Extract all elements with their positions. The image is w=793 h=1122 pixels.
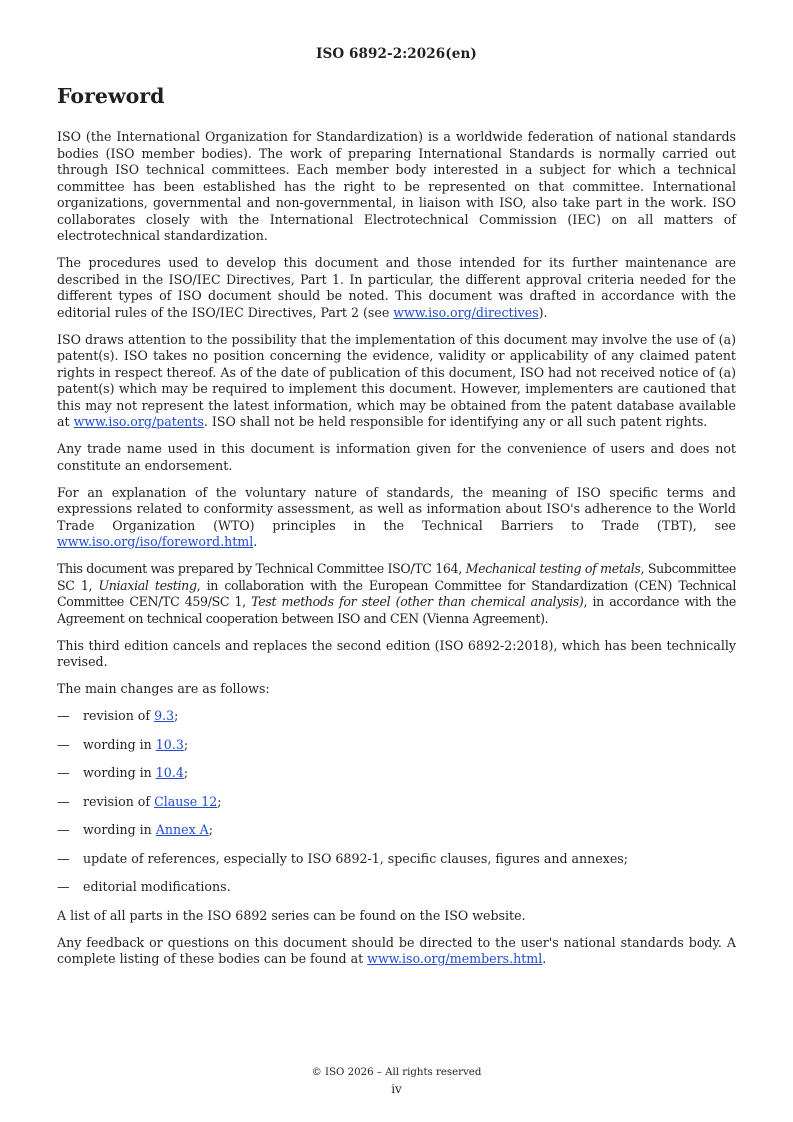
list-item: [57, 737, 736, 754]
list-item-text: editorial modifications.: [83, 879, 231, 894]
document-header: ISO 6892-2:2026(en): [316, 46, 477, 62]
list-item-punct: ;: [217, 793, 222, 809]
paragraph-text: .: [253, 534, 258, 549]
list-item: [57, 879, 736, 896]
clause-link-10-3[interactable]: 10.3: [155, 736, 184, 752]
dash-bullet: —: [57, 822, 70, 837]
page-footer: [0, 1066, 793, 1096]
paragraph-text: , Subcommittee SC 1,: [57, 561, 736, 593]
paragraph-text: , in collaboration with the European Committee for Standardization (CEN) Technical Committee CEN/TC 459/SC 1,: [57, 577, 737, 609]
paragraph-feedback: [57, 935, 736, 968]
annex-link-a[interactable]: Annex A: [155, 822, 209, 837]
paragraph-voluntary-nature: [57, 485, 736, 551]
list-item-text: update of references, especially to ISO 6892-1, specific clauses, figures and annexes;: [83, 850, 628, 866]
clause-link-9-3[interactable]: 9.3: [154, 708, 175, 723]
list-item-punct: ;: [183, 736, 189, 752]
paragraph-main-changes: The main changes are as follows:: [57, 681, 270, 696]
paragraph-text: ISO draws attention to the possibility that the implementation of this document may involve the use of (a) patent(s). ISO takes no position concerning the evidence, validity or applicability of any claimed patent rights in respect thereof. As of the date of publication of this document, ISO had not received notice of (a) patent(s) which may be required to implement this document. However, implementers are cautioned that this may not represent the latest information, which may be obtained from the patent database available at: [57, 331, 736, 429]
list-item-text: wording in: [83, 765, 156, 780]
copyright-notice: © ISO 2026 – All rights reserved: [311, 1067, 482, 1078]
committee-title: Mechanical testing of metals: [465, 561, 641, 576]
foreword-body: [57, 129, 736, 978]
paragraph-text: For an explanation of the voluntary nature of standards, the meaning of ISO specific terms and expressions related to conformity assessment, as well as information about ISO's adherence to the World Trade Organization (WTO) principles in the Technical Barriers to Trade (TBT), see: [57, 484, 736, 533]
paragraph-text: ).: [538, 304, 548, 320]
list-item: [57, 851, 736, 868]
dash-bullet: —: [57, 850, 70, 866]
clause-link-12[interactable]: Clause 12: [154, 793, 218, 809]
paragraph-series: A list of all parts in the ISO 6892 series can be found on the ISO website.: [57, 907, 526, 923]
list-item-text: revision of: [83, 708, 155, 723]
foreword-link[interactable]: www.iso.org/iso/foreword.html: [57, 534, 254, 549]
paragraph-text: The procedures used to develop this document and those intended for its further maintenance are described in the ISO/IEC Directives, Part 1. In particular, the different approval criteria needed for the different types of ISO document should be noted. This document was drafted in accordance with the editorial rules of the ISO/IEC Directives, Part 2 (see: [57, 255, 736, 320]
paragraph-patents: [57, 332, 736, 431]
dash-bullet: —: [57, 793, 70, 809]
members-link[interactable]: www.iso.org/members.html: [367, 951, 543, 966]
dash-bullet: —: [57, 765, 70, 780]
cen-committee-title: Test methods for steel (other than chemical analysis): [251, 594, 584, 609]
paragraph-text: , in accordance with the Agreement on technical cooperation between ISO and CEN (Vienna Agreement).: [57, 594, 736, 626]
patents-link[interactable]: www.iso.org/patents: [73, 414, 204, 429]
directives-link[interactable]: www.iso.org/directives: [393, 304, 539, 320]
list-item-text: revision of: [83, 793, 155, 809]
list-item-punct: ;: [174, 708, 179, 723]
paragraph-committee: [57, 561, 736, 627]
list-item: [57, 822, 736, 839]
page-title: Foreword: [57, 84, 165, 108]
paragraph-text: This document was prepared by Technical Committee ISO/TC 164,: [57, 561, 466, 576]
paragraph-trade-name: Any trade name used in this document is information given for the convenience of users and does not constitute an endorsement.: [57, 441, 736, 473]
dash-bullet: —: [57, 708, 70, 723]
list-item-text: wording in: [83, 736, 156, 752]
dash-bullet: —: [57, 879, 70, 894]
list-item-text: wording in: [83, 822, 156, 837]
paragraph-text: .: [542, 951, 547, 966]
list-item: [57, 765, 736, 782]
paragraph-edition: This third edition cancels and replaces the second edition (ISO 6892-2:2018), which has been technically revised.: [57, 637, 736, 669]
list-item-punct: ;: [208, 822, 214, 837]
paragraph-iso-intro: ISO (the International Organization for Standardization) is a worldwide federation of national standards bodies (ISO member bodies). The work of preparing International Standards is normally carried out through ISO technical committees. Each member body interested in a subject for which a technical committee has been established has the right to be represented on that committee. International organizations, governmental and non-governmental, in liaison with ISO, also take part in the work. ISO collaborates closely with the International Electrotechnical Commission (IEC) on all matters of electrotechnical standardization.: [57, 129, 736, 243]
paragraph-procedures: [57, 255, 736, 321]
dash-bullet: —: [57, 736, 70, 752]
list-item-punct: ;: [183, 765, 189, 780]
page-number: iv: [391, 1082, 402, 1096]
changes-list: [57, 708, 736, 896]
clause-link-10-4[interactable]: 10.4: [155, 765, 184, 780]
list-item: [57, 708, 736, 725]
paragraph-text: Any feedback or questions on this document should be directed to the user's national standards body. A complete listing of these bodies can be found at: [57, 934, 736, 966]
list-item: [57, 794, 736, 811]
paragraph-text: . ISO shall not be held responsible for identifying any or all such patent rights.: [203, 414, 708, 429]
subcommittee-title: Uniaxial testing: [98, 577, 197, 593]
